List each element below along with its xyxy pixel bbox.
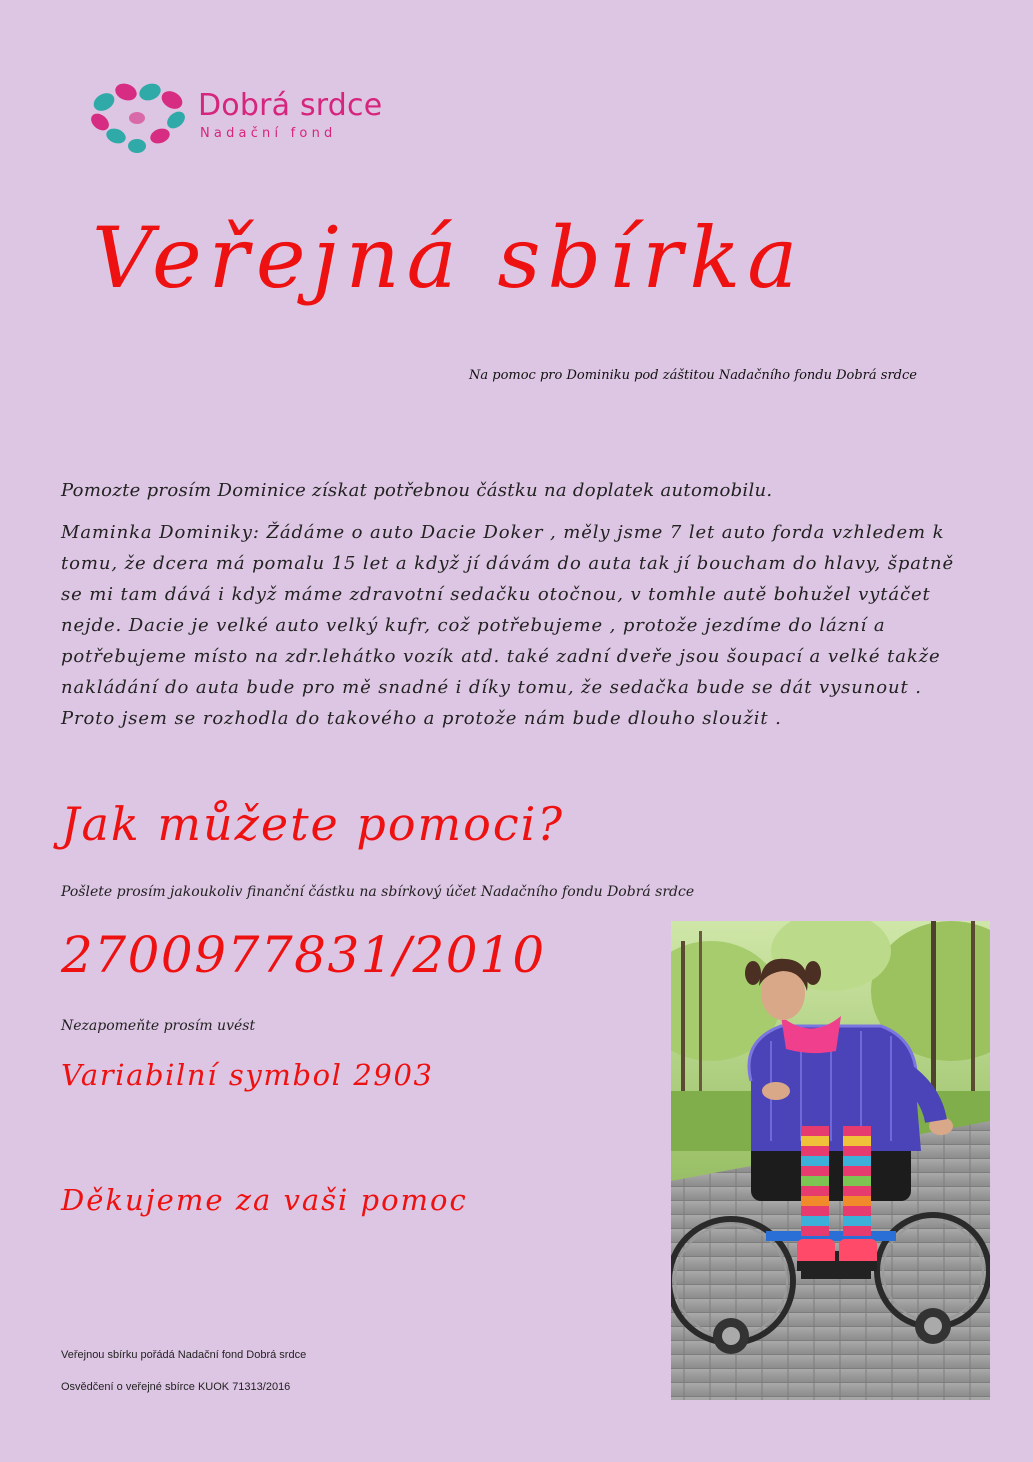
page-title: Veřejná sbírka — [92, 209, 805, 307]
photo-girl-wheelchair — [671, 921, 990, 1400]
footer-certificate: Osvědčení o veřejné sbírce KUOK 71313/2016 — [61, 1381, 291, 1393]
bank-account-number: 2700977831/2010 — [61, 926, 546, 984]
footer-organizer: Veřejnou sbírku pořádá Nadační fond Dobrá srdce — [61, 1349, 307, 1361]
logo-subtitle: Nadační fond — [200, 126, 337, 141]
page-subtitle: Na pomoc pro Dominiku pod záštitou Nadačního fondu Dobrá srdce — [469, 368, 917, 383]
help-heading: Jak můžete pomoci? — [61, 797, 564, 851]
story-paragraph: Maminka Dominiky: Žádáme o auto Dacie Doker , měly jsme 7 let auto forda vzhledem k tomu, že dcera má pomalu 15 let a když jí dávám do auta tak jí boucham do hlavy, špatně se mi tam dává i když máme zdravotní sedačku otočnou, v tomhle autě bohužel vytáčet nejde. Dacie je velké auto velký kufr, což potřebujeme , protože jezdíme do lázní a potřebujeme místo na zdr.lehátko vozík atd. také zadní dveře jsou šoupací a velké takže nakládání do auta bude pro mě snadné i díky tomu, že sedačka bude se dát vysunout . Proto jsem se rozhodla do takového a protože nám bude dlouho sloužit . — [61, 522, 955, 729]
thanks-text: Děkujeme za vaši pomoc — [61, 1183, 468, 1217]
variable-symbol: Variabilní symbol 2903 — [61, 1058, 434, 1092]
lead-paragraph: Pomozte prosím Dominice získat potřebnou částku na doplatek automobilu. — [61, 480, 773, 501]
donation-instruction: Pošlete prosím jakoukoliv finanční částku na sbírkový účet Nadačního fondu Dobrá srdce — [61, 884, 695, 900]
reminder-text: Nezapomeňte prosím uvést — [61, 1018, 256, 1034]
logo-name: Dobrá srdce — [198, 88, 383, 123]
hands-heart-icon — [82, 78, 192, 156]
logo — [82, 78, 412, 158]
